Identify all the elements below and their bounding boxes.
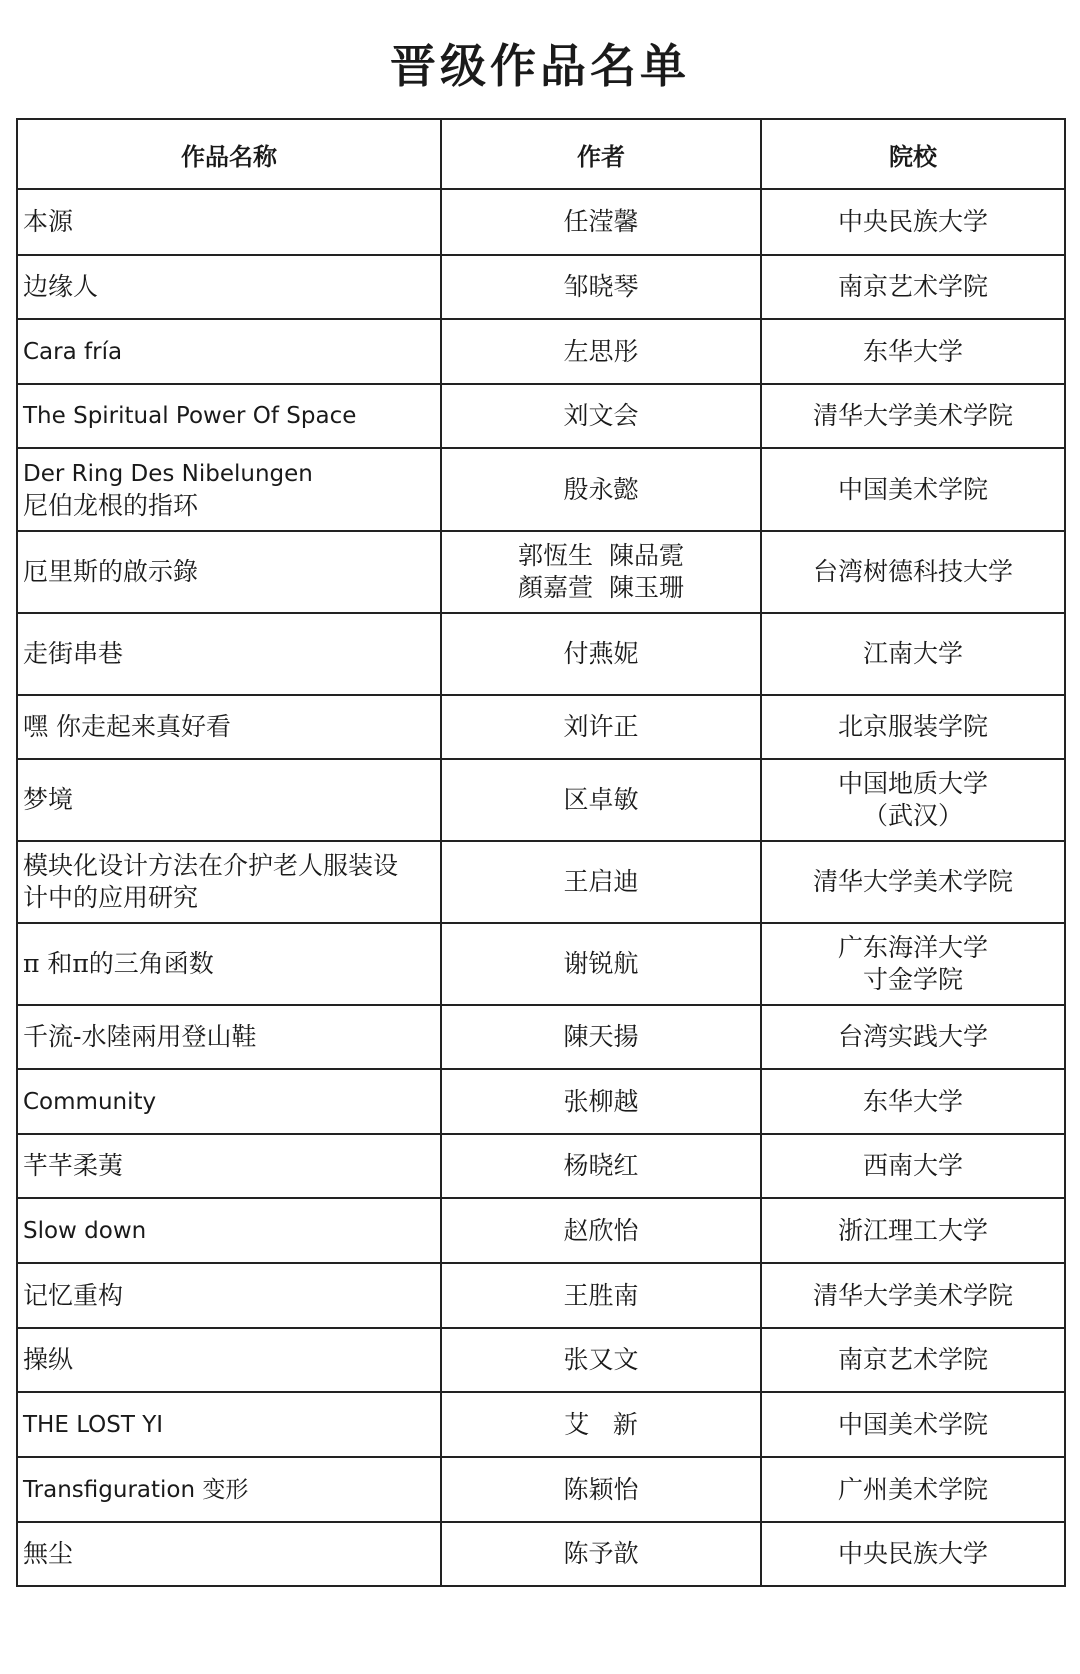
school-cell (761, 695, 1065, 759)
school-cell (761, 1005, 1065, 1069)
cell-text: 陈颖怡 (563, 1474, 639, 1504)
cell-text: 走街串巷 (23, 639, 124, 668)
work-title-cell (17, 448, 441, 531)
table-row (17, 841, 1065, 923)
cell-text: 操纵 (23, 1345, 74, 1374)
cell-text: 本源 (23, 207, 74, 236)
table-row (17, 759, 1065, 841)
work-title-cell (17, 189, 441, 255)
header-row (17, 119, 1065, 189)
table-row (17, 448, 1065, 531)
cell-text: π 和π的三角函数 (23, 949, 214, 978)
table-row (17, 1457, 1065, 1522)
table-row (17, 1198, 1065, 1263)
cell-text: 江南大学 (862, 639, 963, 668)
school-cell (761, 841, 1065, 923)
author-cell (441, 189, 761, 255)
work-title-cell (17, 319, 441, 384)
cell-text: Slow down (23, 1217, 147, 1244)
work-title-cell (17, 384, 441, 448)
results-table (16, 118, 1066, 1587)
cell-text: 顏嘉萱 陳玉珊 (518, 573, 684, 602)
cell-text: 清华大学美术学院 (812, 1280, 1013, 1310)
school-cell (761, 319, 1065, 384)
school-cell (761, 1069, 1065, 1134)
cell-text: 东华大学 (862, 1086, 963, 1116)
cell-text: 王胜南 (563, 1280, 639, 1310)
cell-text: 清华大学美术学院 (812, 401, 1013, 430)
column-header-school: 院校 (761, 119, 1065, 189)
cell-text: 南京艺术学院 (837, 272, 988, 301)
author-cell (441, 531, 761, 613)
table-row (17, 531, 1065, 613)
cell-text: 台湾树德科技大学 (812, 557, 1013, 586)
work-title-cell (17, 1198, 441, 1263)
table-row (17, 1392, 1065, 1457)
cell-text: 模块化设计方法在介护老人服装设 (23, 851, 399, 880)
work-title-cell (17, 1005, 441, 1069)
cell-text: 中央民族大学 (837, 207, 988, 236)
author-cell (441, 1134, 761, 1198)
author-cell (441, 319, 761, 384)
school-cell (761, 448, 1065, 531)
author-cell (441, 1392, 761, 1457)
cell-text: 厄里斯的啟示錄 (23, 557, 199, 586)
table-row (17, 189, 1065, 255)
school-cell (761, 255, 1065, 319)
cell-text: 陳天揚 (563, 1022, 639, 1051)
table-row (17, 319, 1065, 384)
cell-text: 無尘 (23, 1539, 74, 1568)
author-cell (441, 1457, 761, 1522)
cell-text: Transfiguration 变形 (23, 1476, 249, 1503)
author-cell (441, 613, 761, 695)
author-cell (441, 1069, 761, 1134)
author-cell (441, 695, 761, 759)
cell-text: 西南大学 (862, 1151, 963, 1180)
work-title-cell (17, 531, 441, 613)
work-title-cell (17, 1522, 441, 1586)
cell-text: 清华大学美术学院 (812, 867, 1013, 896)
cell-text: 陈予歆 (563, 1539, 639, 1568)
cell-text: THE LOST YI (23, 1411, 164, 1438)
table-body (17, 189, 1065, 1586)
cell-text: 张又文 (563, 1345, 639, 1374)
work-title-cell (17, 923, 441, 1005)
school-cell (761, 1263, 1065, 1328)
cell-text: 广东海洋大学 (837, 933, 988, 962)
cell-text: 北京服装学院 (837, 712, 988, 741)
cell-text: 计中的应用研究 (23, 883, 199, 912)
school-cell (761, 189, 1065, 255)
cell-text: 中国地质大学 (837, 769, 988, 798)
author-cell (441, 1522, 761, 1586)
table-row (17, 1134, 1065, 1198)
school-cell (761, 531, 1065, 613)
cell-text: 尼伯龙根的指环 (23, 490, 199, 520)
cell-text: 中国美术学院 (837, 474, 988, 504)
school-cell (761, 759, 1065, 841)
cell-text: The Spiritual Power Of Space (23, 403, 357, 429)
cell-text: 邹晓琴 (563, 272, 639, 301)
table-row (17, 1522, 1065, 1586)
cell-text: 殷永懿 (563, 474, 639, 504)
author-cell (441, 1328, 761, 1392)
author-cell (441, 1198, 761, 1263)
cell-text: 任滢馨 (563, 207, 639, 236)
column-header-author: 作者 (441, 119, 761, 189)
table-row (17, 1263, 1065, 1328)
cell-text: 记忆重构 (23, 1280, 124, 1310)
work-title-cell (17, 1134, 441, 1198)
school-cell (761, 1198, 1065, 1263)
work-title-cell (17, 1069, 441, 1134)
cell-text: 赵欣怡 (563, 1215, 639, 1245)
cell-text: 王启迪 (563, 867, 639, 896)
work-title-cell (17, 1457, 441, 1522)
cell-text: 广州美术学院 (837, 1474, 988, 1504)
author-cell (441, 1263, 761, 1328)
author-cell (441, 448, 761, 531)
cell-text: 郭恆生 陳品霓 (518, 541, 684, 570)
work-title-cell (17, 613, 441, 695)
work-title-cell (17, 695, 441, 759)
author-cell (441, 759, 761, 841)
table-row (17, 695, 1065, 759)
author-cell (441, 841, 761, 923)
school-cell (761, 613, 1065, 695)
cell-text: 东华大学 (862, 336, 963, 366)
cell-text: Community (23, 1088, 157, 1115)
cell-text: 中国美术学院 (837, 1409, 988, 1439)
cell-text: 边缘人 (23, 272, 99, 301)
cell-text: 梦境 (23, 785, 74, 814)
table-row (17, 1328, 1065, 1392)
cell-text: 芊芊柔荑 (23, 1151, 124, 1180)
work-title-cell (17, 1263, 441, 1328)
school-cell (761, 1134, 1065, 1198)
table-row (17, 1069, 1065, 1134)
work-title-cell (17, 841, 441, 923)
work-title-cell (17, 1392, 441, 1457)
cell-text: 杨晓红 (563, 1151, 639, 1180)
cell-text: 刘许正 (563, 712, 639, 741)
cell-text: Cara fría (23, 338, 123, 365)
cell-text: 浙江理工大学 (837, 1215, 988, 1245)
work-title-cell (17, 759, 441, 841)
school-cell (761, 1328, 1065, 1392)
work-title-cell (17, 255, 441, 319)
school-cell (761, 1457, 1065, 1522)
cell-text: （武汉） (862, 801, 963, 830)
author-cell (441, 255, 761, 319)
cell-text: 谢锐航 (563, 949, 639, 978)
cell-text: 左思彤 (563, 336, 639, 366)
cell-text: 南京艺术学院 (837, 1345, 988, 1374)
column-header-name: 作品名称 (17, 119, 441, 189)
school-cell (761, 923, 1065, 1005)
cell-text: 千流-水陸兩用登山鞋 (23, 1022, 257, 1051)
table-row (17, 255, 1065, 319)
author-cell (441, 923, 761, 1005)
work-title-cell (17, 1328, 441, 1392)
cell-text: 刘文会 (563, 401, 639, 430)
cell-text: 艾 新 (564, 1409, 638, 1439)
cell-text: 台湾实践大学 (837, 1022, 988, 1051)
cell-text: Der Ring Des Nibelungen (23, 460, 313, 487)
cell-text: 嘿 你走起来真好看 (23, 712, 231, 741)
table-row (17, 1005, 1065, 1069)
table-row (17, 923, 1065, 1005)
school-cell (761, 1392, 1065, 1457)
cell-text: 付燕妮 (563, 639, 639, 668)
school-cell (761, 384, 1065, 448)
cell-text: 中央民族大学 (837, 1539, 988, 1568)
school-cell (761, 1522, 1065, 1586)
cell-text: 区卓敏 (563, 785, 639, 814)
table-row (17, 613, 1065, 695)
page-title: 晋级作品名单 (390, 39, 690, 93)
author-cell (441, 384, 761, 448)
cell-text: 寸金学院 (862, 965, 963, 994)
author-cell (441, 1005, 761, 1069)
cell-text: 张柳越 (563, 1086, 639, 1116)
table-row (17, 384, 1065, 448)
